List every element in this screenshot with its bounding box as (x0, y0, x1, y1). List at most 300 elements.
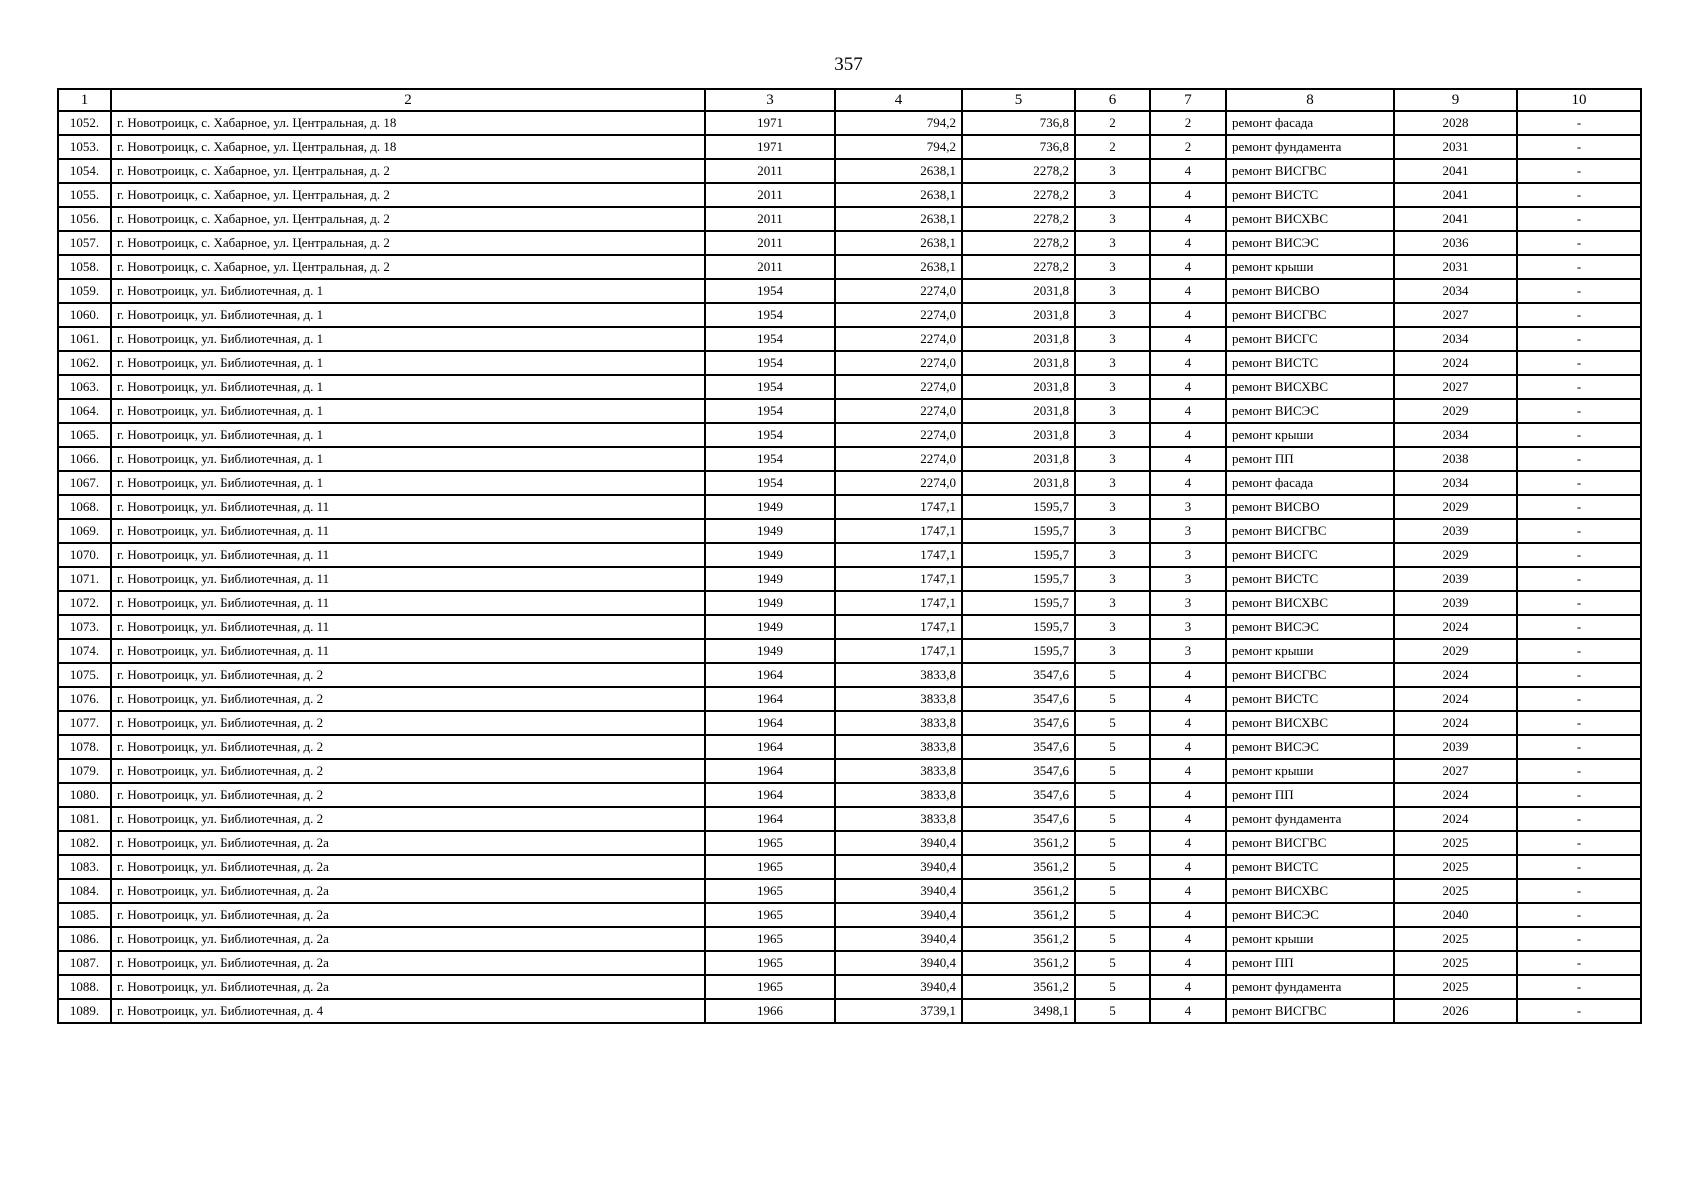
floors-cell: 5 (1075, 711, 1150, 735)
table-row (58, 735, 1641, 759)
table-row (58, 327, 1641, 351)
entrances-cell: 4 (1150, 975, 1226, 999)
table-row (58, 591, 1641, 615)
column-header-6: 6 (1075, 89, 1150, 111)
floors-cell: 5 (1075, 759, 1150, 783)
living-area-cell: 1595,7 (962, 591, 1075, 615)
year-built-cell: 1954 (705, 303, 835, 327)
row-number-cell: 1058. (58, 255, 111, 279)
note-cell: - (1517, 711, 1641, 735)
address-cell: г. Новотроицк, ул. Библиотечная, д. 4 (111, 999, 705, 1023)
row-number-cell: 1084. (58, 879, 111, 903)
address-cell: г. Новотроицк, ул. Библиотечная, д. 2 (111, 663, 705, 687)
note-cell: - (1517, 831, 1641, 855)
living-area-cell: 2031,8 (962, 303, 1075, 327)
floors-cell: 2 (1075, 111, 1150, 135)
row-number-cell: 1087. (58, 951, 111, 975)
year-built-cell: 2011 (705, 255, 835, 279)
floors-cell: 3 (1075, 615, 1150, 639)
floors-cell: 3 (1075, 591, 1150, 615)
row-number-cell: 1054. (58, 159, 111, 183)
work-type-cell: ремонт ВИСГВС (1226, 519, 1394, 543)
year-built-cell: 1949 (705, 615, 835, 639)
living-area-cell: 2278,2 (962, 207, 1075, 231)
planned-year-cell: 2028 (1394, 111, 1517, 135)
floors-cell: 5 (1075, 951, 1150, 975)
note-cell: - (1517, 735, 1641, 759)
floors-cell: 2 (1075, 135, 1150, 159)
work-type-cell: ремонт ВИСЭС (1226, 735, 1394, 759)
year-built-cell: 1964 (705, 687, 835, 711)
address-cell: г. Новотроицк, ул. Библиотечная, д. 11 (111, 591, 705, 615)
year-built-cell: 1954 (705, 447, 835, 471)
table-row (58, 183, 1641, 207)
floors-cell: 3 (1075, 399, 1150, 423)
living-area-cell: 2031,8 (962, 447, 1075, 471)
planned-year-cell: 2041 (1394, 183, 1517, 207)
year-built-cell: 1954 (705, 351, 835, 375)
work-type-cell: ремонт крыши (1226, 423, 1394, 447)
total-area-cell: 3940,4 (835, 927, 962, 951)
year-built-cell: 1965 (705, 951, 835, 975)
table-row (58, 687, 1641, 711)
note-cell: - (1517, 807, 1641, 831)
planned-year-cell: 2034 (1394, 471, 1517, 495)
entrances-cell: 4 (1150, 711, 1226, 735)
year-built-cell: 1965 (705, 975, 835, 999)
address-cell: г. Новотроицк, ул. Библиотечная, д. 2 (111, 735, 705, 759)
entrances-cell: 4 (1150, 255, 1226, 279)
year-built-cell: 1971 (705, 135, 835, 159)
row-number-cell: 1067. (58, 471, 111, 495)
living-area-cell: 2278,2 (962, 231, 1075, 255)
table-row (58, 519, 1641, 543)
work-type-cell: ремонт ВИСТС (1226, 687, 1394, 711)
work-type-cell: ремонт ВИСТС (1226, 567, 1394, 591)
work-type-cell: ремонт фасада (1226, 111, 1394, 135)
address-cell: г. Новотроицк, ул. Библиотечная, д. 11 (111, 543, 705, 567)
floors-cell: 3 (1075, 519, 1150, 543)
year-built-cell: 1971 (705, 111, 835, 135)
year-built-cell: 2011 (705, 207, 835, 231)
address-cell: г. Новотроицк, ул. Библиотечная, д. 2а (111, 831, 705, 855)
total-area-cell: 2274,0 (835, 303, 962, 327)
capital-repair-table (57, 88, 1642, 1024)
row-number-cell: 1065. (58, 423, 111, 447)
note-cell: - (1517, 783, 1641, 807)
total-area-cell: 3940,4 (835, 831, 962, 855)
table-row (58, 399, 1641, 423)
planned-year-cell: 2025 (1394, 951, 1517, 975)
floors-cell: 3 (1075, 495, 1150, 519)
total-area-cell: 2274,0 (835, 399, 962, 423)
floors-cell: 5 (1075, 735, 1150, 759)
work-type-cell: ремонт ВИСХВС (1226, 591, 1394, 615)
total-area-cell: 2274,0 (835, 279, 962, 303)
note-cell: - (1517, 135, 1641, 159)
total-area-cell: 2274,0 (835, 327, 962, 351)
work-type-cell: ремонт ВИСТС (1226, 351, 1394, 375)
column-header-10: 10 (1517, 89, 1641, 111)
address-cell: г. Новотроицк, ул. Библиотечная, д. 2а (111, 855, 705, 879)
floors-cell: 3 (1075, 375, 1150, 399)
planned-year-cell: 2039 (1394, 567, 1517, 591)
year-built-cell: 1954 (705, 423, 835, 447)
work-type-cell: ремонт крыши (1226, 255, 1394, 279)
table-header (58, 89, 1641, 111)
floors-cell: 5 (1075, 927, 1150, 951)
column-header-9: 9 (1394, 89, 1517, 111)
planned-year-cell: 2027 (1394, 375, 1517, 399)
total-area-cell: 2274,0 (835, 351, 962, 375)
address-cell: г. Новотроицк, с. Хабарное, ул. Центральная, д. 2 (111, 231, 705, 255)
address-cell: г. Новотроицк, ул. Библиотечная, д. 11 (111, 567, 705, 591)
total-area-cell: 1747,1 (835, 639, 962, 663)
row-number-cell: 1061. (58, 327, 111, 351)
planned-year-cell: 2038 (1394, 447, 1517, 471)
table-row (58, 807, 1641, 831)
living-area-cell: 2031,8 (962, 423, 1075, 447)
total-area-cell: 3940,4 (835, 903, 962, 927)
row-number-cell: 1089. (58, 999, 111, 1023)
living-area-cell: 3547,6 (962, 687, 1075, 711)
address-cell: г. Новотроицк, ул. Библиотечная, д. 1 (111, 447, 705, 471)
note-cell: - (1517, 447, 1641, 471)
address-cell: г. Новотроицк, ул. Библиотечная, д. 2а (111, 975, 705, 999)
row-number-cell: 1068. (58, 495, 111, 519)
note-cell: - (1517, 975, 1641, 999)
row-number-cell: 1083. (58, 855, 111, 879)
floors-cell: 5 (1075, 687, 1150, 711)
total-area-cell: 3940,4 (835, 975, 962, 999)
note-cell: - (1517, 303, 1641, 327)
entrances-cell: 3 (1150, 639, 1226, 663)
floors-cell: 5 (1075, 975, 1150, 999)
living-area-cell: 3561,2 (962, 951, 1075, 975)
total-area-cell: 2274,0 (835, 447, 962, 471)
table-row (58, 999, 1641, 1023)
living-area-cell: 1595,7 (962, 519, 1075, 543)
table-row (58, 879, 1641, 903)
address-cell: г. Новотроицк, с. Хабарное, ул. Центральная, д. 2 (111, 183, 705, 207)
note-cell: - (1517, 327, 1641, 351)
address-cell: г. Новотроицк, ул. Библиотечная, д. 2 (111, 711, 705, 735)
living-area-cell: 2031,8 (962, 399, 1075, 423)
address-cell: г. Новотроицк, ул. Библиотечная, д. 2 (111, 759, 705, 783)
address-cell: г. Новотроицк, ул. Библиотечная, д. 1 (111, 279, 705, 303)
address-cell: г. Новотроицк, ул. Библиотечная, д. 11 (111, 615, 705, 639)
living-area-cell: 3547,6 (962, 759, 1075, 783)
floors-cell: 5 (1075, 783, 1150, 807)
column-header-1: 1 (58, 89, 111, 111)
work-type-cell: ремонт крыши (1226, 927, 1394, 951)
work-type-cell: ремонт ВИСВО (1226, 495, 1394, 519)
entrances-cell: 4 (1150, 855, 1226, 879)
living-area-cell: 3561,2 (962, 975, 1075, 999)
note-cell: - (1517, 543, 1641, 567)
column-header-3: 3 (705, 89, 835, 111)
year-built-cell: 2011 (705, 231, 835, 255)
planned-year-cell: 2024 (1394, 615, 1517, 639)
address-cell: г. Новотроицк, ул. Библиотечная, д. 2а (111, 951, 705, 975)
work-type-cell: ремонт ВИСХВС (1226, 375, 1394, 399)
living-area-cell: 1595,7 (962, 495, 1075, 519)
year-built-cell: 1964 (705, 807, 835, 831)
note-cell: - (1517, 999, 1641, 1023)
row-number-cell: 1085. (58, 903, 111, 927)
living-area-cell: 1595,7 (962, 543, 1075, 567)
living-area-cell: 1595,7 (962, 615, 1075, 639)
floors-cell: 5 (1075, 999, 1150, 1023)
work-type-cell: ремонт ВИСГВС (1226, 159, 1394, 183)
floors-cell: 3 (1075, 255, 1150, 279)
table-row (58, 255, 1641, 279)
living-area-cell: 736,8 (962, 111, 1075, 135)
table-body (58, 111, 1641, 1023)
year-built-cell: 1949 (705, 519, 835, 543)
entrances-cell: 4 (1150, 687, 1226, 711)
living-area-cell: 2278,2 (962, 255, 1075, 279)
year-built-cell: 1964 (705, 759, 835, 783)
total-area-cell: 3833,8 (835, 663, 962, 687)
note-cell: - (1517, 351, 1641, 375)
work-type-cell: ремонт ВИСХВС (1226, 711, 1394, 735)
total-area-cell: 3833,8 (835, 759, 962, 783)
living-area-cell: 2278,2 (962, 159, 1075, 183)
row-number-cell: 1052. (58, 111, 111, 135)
row-number-cell: 1056. (58, 207, 111, 231)
column-header-5: 5 (962, 89, 1075, 111)
entrances-cell: 3 (1150, 591, 1226, 615)
living-area-cell: 2031,8 (962, 351, 1075, 375)
entrances-cell: 4 (1150, 903, 1226, 927)
row-number-cell: 1060. (58, 303, 111, 327)
floors-cell: 3 (1075, 231, 1150, 255)
table-row (58, 471, 1641, 495)
planned-year-cell: 2029 (1394, 543, 1517, 567)
entrances-cell: 2 (1150, 111, 1226, 135)
address-cell: г. Новотроицк, ул. Библиотечная, д. 1 (111, 423, 705, 447)
year-built-cell: 1954 (705, 471, 835, 495)
floors-cell: 5 (1075, 807, 1150, 831)
work-type-cell: ремонт ВИСТС (1226, 855, 1394, 879)
entrances-cell: 4 (1150, 159, 1226, 183)
address-cell: г. Новотроицк, ул. Библиотечная, д. 1 (111, 375, 705, 399)
total-area-cell: 2274,0 (835, 471, 962, 495)
table-row (58, 951, 1641, 975)
note-cell: - (1517, 951, 1641, 975)
living-area-cell: 3561,2 (962, 831, 1075, 855)
address-cell: г. Новотроицк, ул. Библиотечная, д. 1 (111, 303, 705, 327)
note-cell: - (1517, 207, 1641, 231)
table-row (58, 567, 1641, 591)
year-built-cell: 1964 (705, 711, 835, 735)
living-area-cell: 3561,2 (962, 879, 1075, 903)
note-cell: - (1517, 375, 1641, 399)
floors-cell: 3 (1075, 207, 1150, 231)
living-area-cell: 2031,8 (962, 471, 1075, 495)
row-number-cell: 1075. (58, 663, 111, 687)
floors-cell: 3 (1075, 303, 1150, 327)
living-area-cell: 1595,7 (962, 639, 1075, 663)
planned-year-cell: 2040 (1394, 903, 1517, 927)
entrances-cell: 4 (1150, 399, 1226, 423)
entrances-cell: 4 (1150, 447, 1226, 471)
planned-year-cell: 2039 (1394, 735, 1517, 759)
year-built-cell: 1954 (705, 399, 835, 423)
table-row (58, 639, 1641, 663)
living-area-cell: 3547,6 (962, 735, 1075, 759)
note-cell: - (1517, 639, 1641, 663)
table-row (58, 855, 1641, 879)
total-area-cell: 3833,8 (835, 783, 962, 807)
row-number-cell: 1053. (58, 135, 111, 159)
total-area-cell: 3940,4 (835, 951, 962, 975)
floors-cell: 5 (1075, 903, 1150, 927)
row-number-cell: 1082. (58, 831, 111, 855)
planned-year-cell: 2025 (1394, 927, 1517, 951)
planned-year-cell: 2029 (1394, 399, 1517, 423)
table-row (58, 423, 1641, 447)
row-number-cell: 1064. (58, 399, 111, 423)
table-row (58, 279, 1641, 303)
entrances-cell: 4 (1150, 831, 1226, 855)
planned-year-cell: 2029 (1394, 639, 1517, 663)
address-cell: г. Новотроицк, ул. Библиотечная, д. 11 (111, 519, 705, 543)
table-row (58, 759, 1641, 783)
planned-year-cell: 2034 (1394, 423, 1517, 447)
entrances-cell: 4 (1150, 327, 1226, 351)
table-row (58, 135, 1641, 159)
entrances-cell: 4 (1150, 303, 1226, 327)
work-type-cell: ремонт ВИСВО (1226, 279, 1394, 303)
floors-cell: 3 (1075, 471, 1150, 495)
row-number-cell: 1079. (58, 759, 111, 783)
work-type-cell: ремонт ВИСГВС (1226, 831, 1394, 855)
year-built-cell: 1949 (705, 567, 835, 591)
row-number-cell: 1070. (58, 543, 111, 567)
year-built-cell: 1966 (705, 999, 835, 1023)
year-built-cell: 1964 (705, 783, 835, 807)
row-number-cell: 1081. (58, 807, 111, 831)
work-type-cell: ремонт ВИСЭС (1226, 903, 1394, 927)
column-header-8: 8 (1226, 89, 1394, 111)
entrances-cell: 4 (1150, 183, 1226, 207)
address-cell: г. Новотроицк, с. Хабарное, ул. Центральная, д. 2 (111, 207, 705, 231)
row-number-cell: 1066. (58, 447, 111, 471)
row-number-cell: 1080. (58, 783, 111, 807)
note-cell: - (1517, 279, 1641, 303)
work-type-cell: ремонт фундамента (1226, 975, 1394, 999)
total-area-cell: 3833,8 (835, 711, 962, 735)
row-number-cell: 1076. (58, 687, 111, 711)
address-cell: г. Новотроицк, ул. Библиотечная, д. 2а (111, 879, 705, 903)
address-cell: г. Новотроицк, с. Хабарное, ул. Центральная, д. 2 (111, 255, 705, 279)
note-cell: - (1517, 159, 1641, 183)
year-built-cell: 1949 (705, 543, 835, 567)
work-type-cell: ремонт ПП (1226, 951, 1394, 975)
note-cell: - (1517, 423, 1641, 447)
table-row (58, 159, 1641, 183)
planned-year-cell: 2027 (1394, 303, 1517, 327)
work-type-cell: ремонт фундамента (1226, 807, 1394, 831)
total-area-cell: 794,2 (835, 135, 962, 159)
work-type-cell: ремонт ВИСГВС (1226, 663, 1394, 687)
work-type-cell: ремонт фундамента (1226, 135, 1394, 159)
year-built-cell: 1954 (705, 375, 835, 399)
address-cell: г. Новотроицк, с. Хабарное, ул. Центральная, д. 2 (111, 159, 705, 183)
year-built-cell: 1949 (705, 639, 835, 663)
floors-cell: 3 (1075, 159, 1150, 183)
entrances-cell: 4 (1150, 207, 1226, 231)
year-built-cell: 1954 (705, 327, 835, 351)
note-cell: - (1517, 471, 1641, 495)
planned-year-cell: 2029 (1394, 495, 1517, 519)
address-cell: г. Новотроицк, ул. Библиотечная, д. 1 (111, 399, 705, 423)
planned-year-cell: 2039 (1394, 591, 1517, 615)
table-row (58, 207, 1641, 231)
row-number-cell: 1055. (58, 183, 111, 207)
entrances-cell: 3 (1150, 519, 1226, 543)
planned-year-cell: 2031 (1394, 255, 1517, 279)
planned-year-cell: 2024 (1394, 807, 1517, 831)
address-cell: г. Новотроицк, с. Хабарное, ул. Центральная, д. 18 (111, 111, 705, 135)
total-area-cell: 3940,4 (835, 855, 962, 879)
entrances-cell: 4 (1150, 951, 1226, 975)
living-area-cell: 3561,2 (962, 903, 1075, 927)
table-row (58, 711, 1641, 735)
note-cell: - (1517, 567, 1641, 591)
living-area-cell: 2031,8 (962, 279, 1075, 303)
planned-year-cell: 2027 (1394, 759, 1517, 783)
year-built-cell: 1954 (705, 279, 835, 303)
row-number-cell: 1088. (58, 975, 111, 999)
entrances-cell: 3 (1150, 615, 1226, 639)
planned-year-cell: 2034 (1394, 279, 1517, 303)
planned-year-cell: 2031 (1394, 135, 1517, 159)
living-area-cell: 1595,7 (962, 567, 1075, 591)
work-type-cell: ремонт ВИСЭС (1226, 615, 1394, 639)
year-built-cell: 2011 (705, 159, 835, 183)
page-number: 357 (834, 54, 863, 75)
entrances-cell: 2 (1150, 135, 1226, 159)
note-cell: - (1517, 759, 1641, 783)
row-number-cell: 1073. (58, 615, 111, 639)
address-cell: г. Новотроицк, ул. Библиотечная, д. 2 (111, 783, 705, 807)
note-cell: - (1517, 927, 1641, 951)
row-number-cell: 1059. (58, 279, 111, 303)
work-type-cell: ремонт ВИСЭС (1226, 231, 1394, 255)
total-area-cell: 2638,1 (835, 207, 962, 231)
total-area-cell: 2274,0 (835, 423, 962, 447)
year-built-cell: 1965 (705, 831, 835, 855)
entrances-cell: 4 (1150, 279, 1226, 303)
work-type-cell: ремонт ВИСГС (1226, 543, 1394, 567)
total-area-cell: 2638,1 (835, 159, 962, 183)
entrances-cell: 4 (1150, 663, 1226, 687)
total-area-cell: 3739,1 (835, 999, 962, 1023)
year-built-cell: 1964 (705, 663, 835, 687)
table-row (58, 903, 1641, 927)
year-built-cell: 1949 (705, 591, 835, 615)
table-row (58, 663, 1641, 687)
year-built-cell: 1964 (705, 735, 835, 759)
table-row (58, 303, 1641, 327)
entrances-cell: 4 (1150, 471, 1226, 495)
floors-cell: 5 (1075, 663, 1150, 687)
planned-year-cell: 2024 (1394, 663, 1517, 687)
entrances-cell: 4 (1150, 759, 1226, 783)
